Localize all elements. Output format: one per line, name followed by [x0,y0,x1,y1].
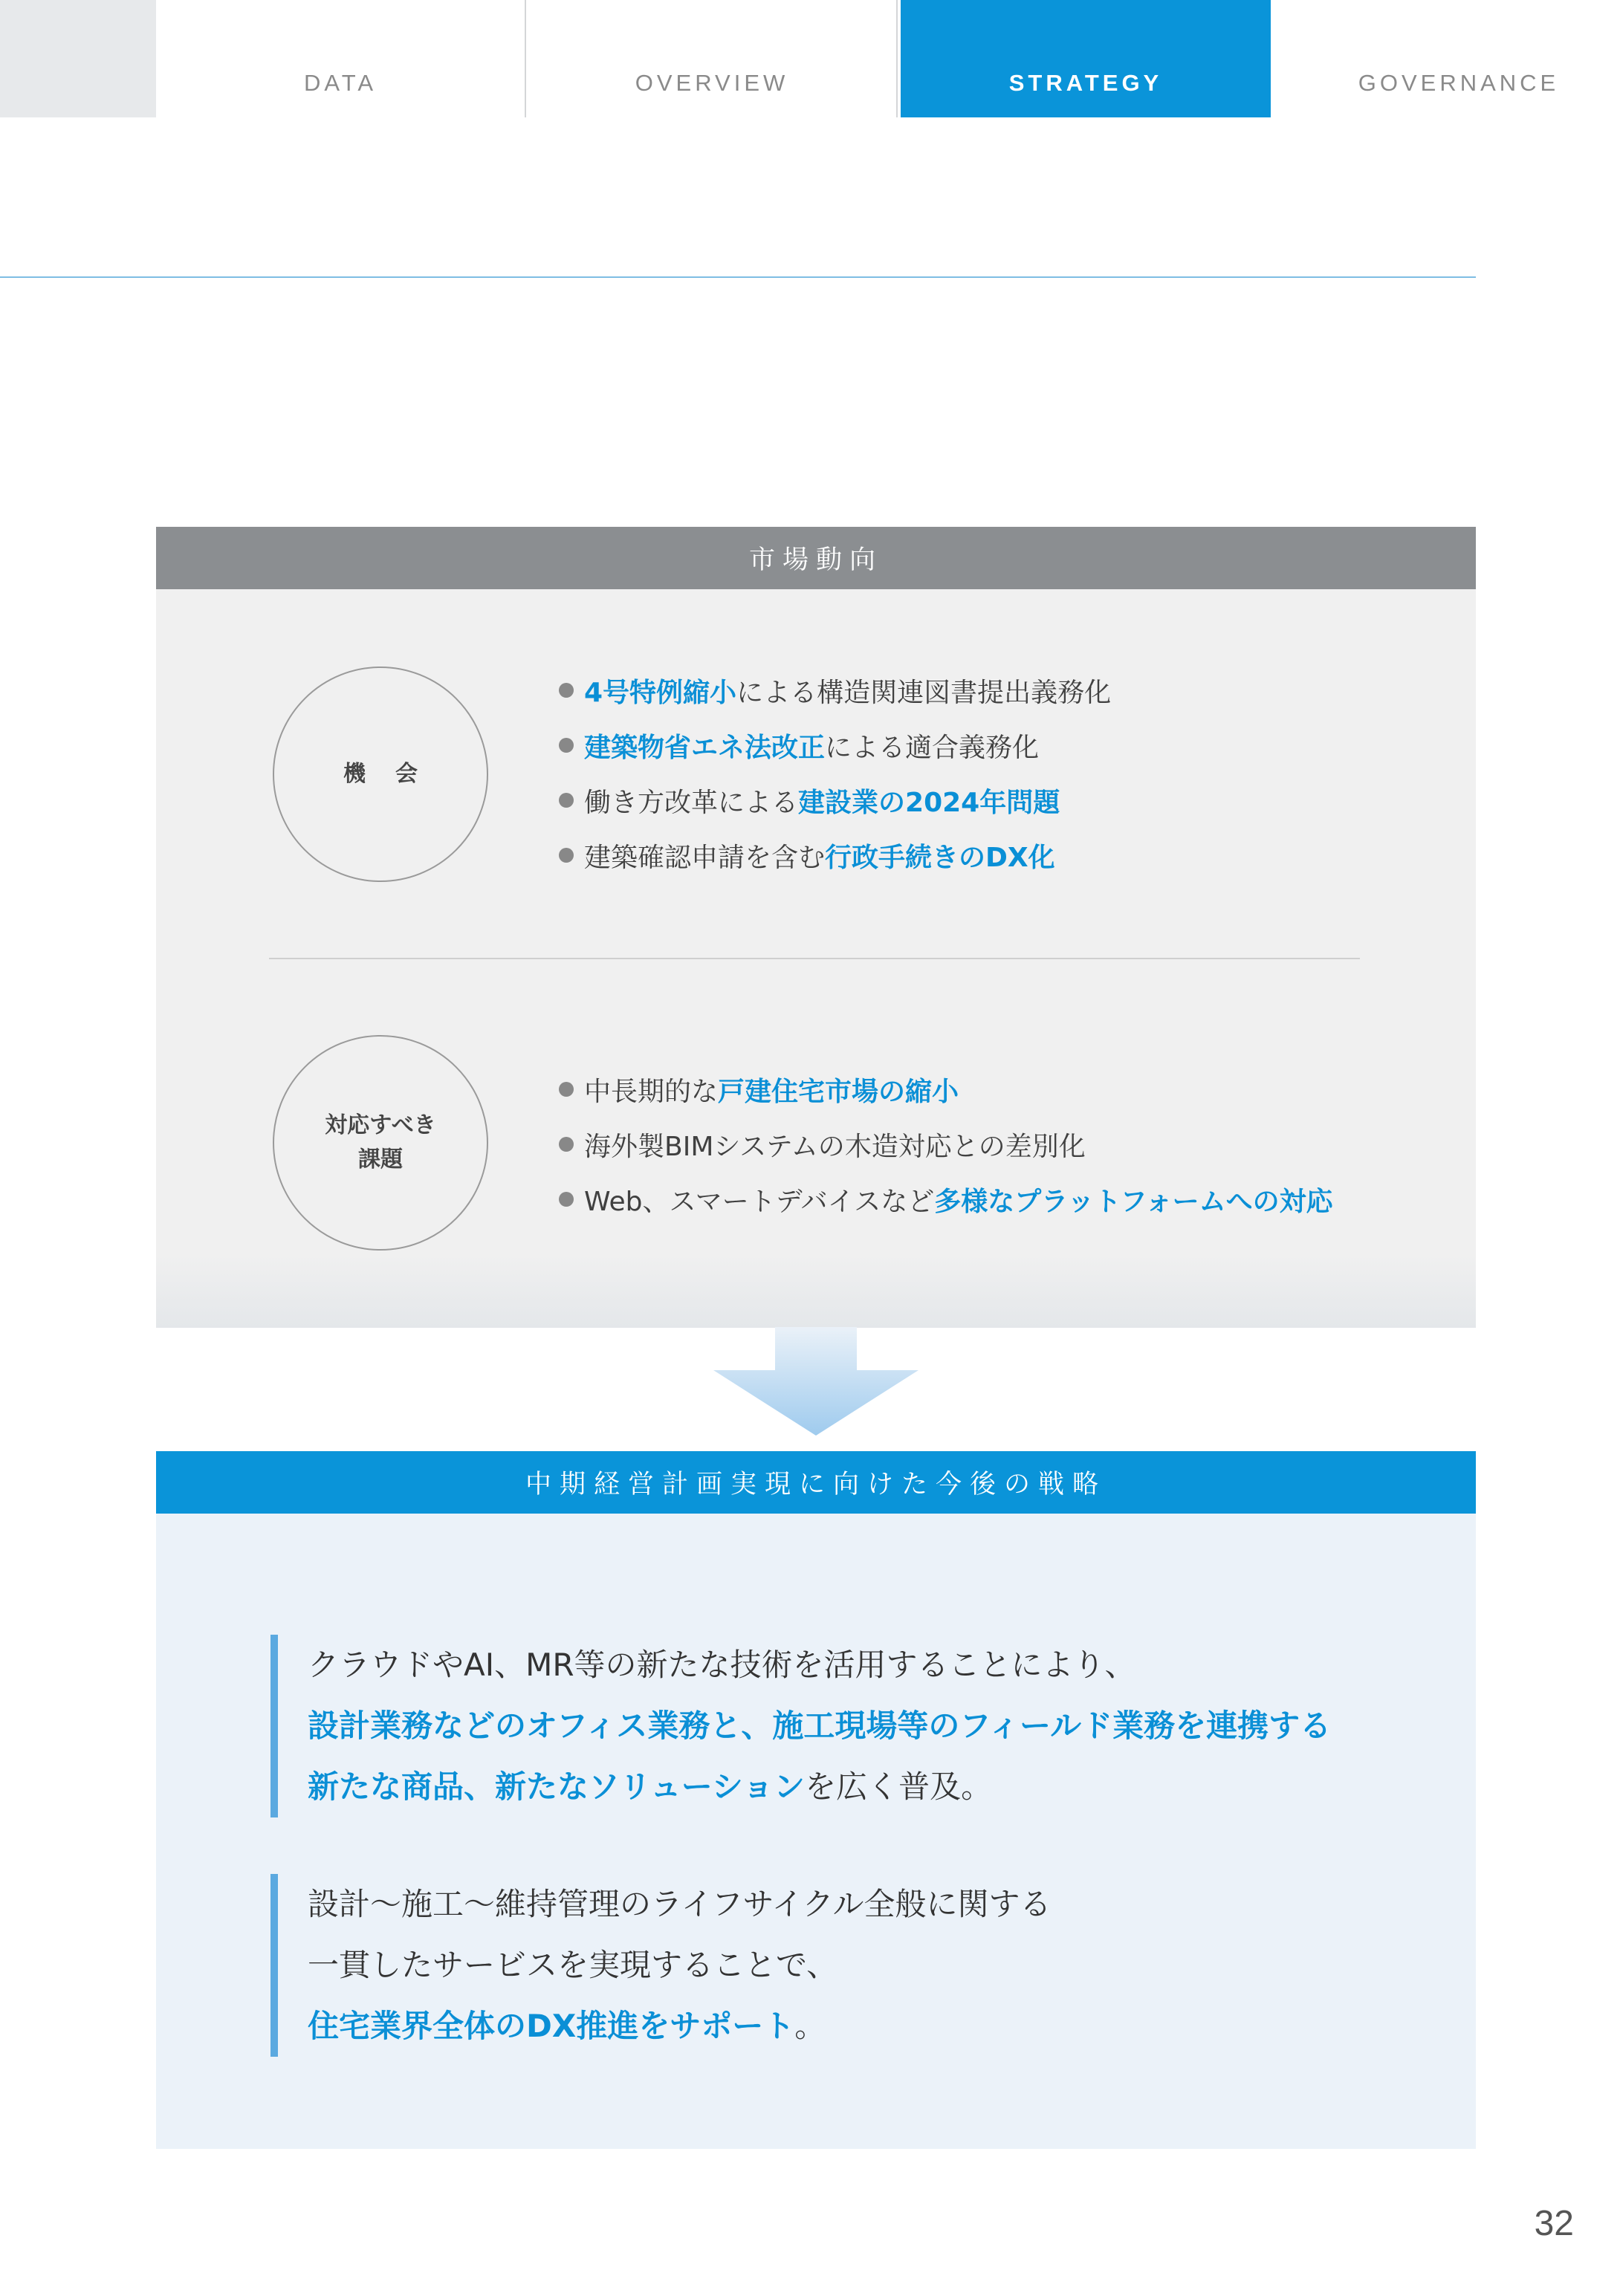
strategy-block-1 [270,1635,1331,1817]
opportunities-circle [273,667,488,882]
list-item: Web、スマートデバイスなど 多様なプラットフォームへの対応 [559,1172,1333,1227]
list-item: 建築確認申請を含む 行政手続きのDX化 [559,828,1111,883]
down-arrow-icon [713,1327,918,1436]
strategy-header: 中期経営計画実現に向けた今後の戦略 [156,1451,1476,1514]
strategy-highlight: 設計業務などのオフィス業務と、施工現場等のフィールド業務を連携する [308,1708,1332,1744]
list-item: 建築物省エネ法改正 による適合義務化 [559,718,1111,773]
opportunities-list [559,663,1111,883]
tab-strategy[interactable]: STRATEGY [901,0,1271,117]
tab-bar-stub [0,0,156,117]
strategy-text: 新たな商品、新たなソリューションを広く普及。 [308,1768,993,1805]
issues-label-line1: 対応すべき [325,1112,436,1138]
tab-data[interactable]: DATA [156,0,526,117]
list-item: 働き方改革による 建設業の2024年問題 [559,773,1111,828]
issues-list [559,1062,1333,1227]
strategy-text: 住宅業界全体のDX推進をサポート。 [308,2008,826,2044]
list-item: 中長期的な 戸建住宅市場の縮小 [559,1062,1333,1117]
strategy-block-2 [270,1874,1051,2057]
strategy-text: クラウドやAI、MR等の新たな技術を活用することにより、 [308,1647,1136,1683]
list-item: 海外製BIMシステムの木造対応との差別化 [559,1117,1333,1172]
strategy-text: 一貫したサービスを実現することで、 [308,1947,838,1983]
section-divider [269,958,1360,959]
header-rule [0,276,1476,278]
strategy-text: 設計～施工～維持管理のライフサイクル全般に関する [308,1886,1052,1922]
issues-circle [273,1035,488,1251]
issues-label-line2: 課題 [358,1147,403,1173]
page-number: 32 [1534,2204,1574,2243]
list-item: 4号特例縮小 による構造関連図書提出義務化 [559,663,1111,718]
opportunities-label: 機会 [343,761,447,787]
tab-overview[interactable]: OVERVIEW [528,0,898,117]
market-trends-header: 市場動向 [156,527,1476,589]
tab-governance[interactable]: GOVERNANCE [1358,70,1560,96]
